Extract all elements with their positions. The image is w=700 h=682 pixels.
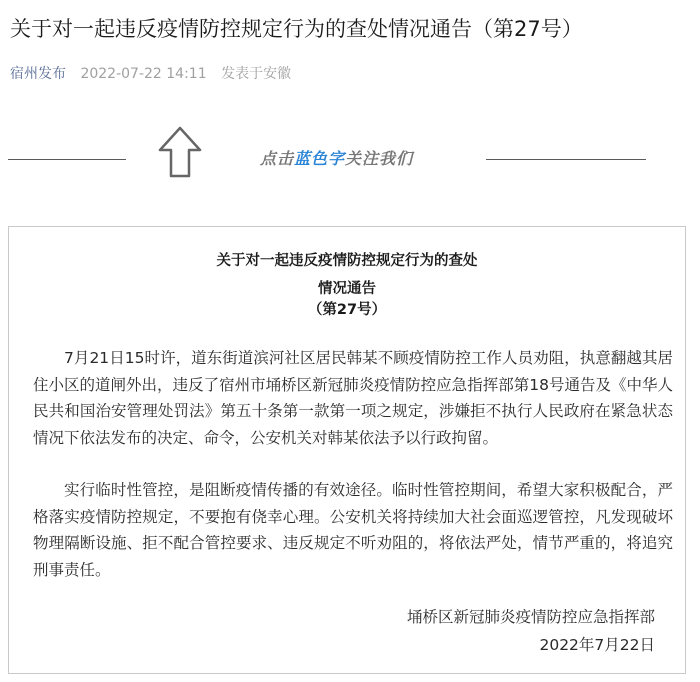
notice-paragraph-1: 7月21日15时许，道东街道滨河社区居民韩某不顾疫情防控工作人员劝阻，执意翻越其居住小区的道闸外出，违反了宿州市埇桥区新冠肺炎疫情防控应急指挥部第18号通告及《中华人民共和国治安管理处罚法》第五十条第一款第一项之规定，涉嫌拒不执行人民政府在紧急状态情况下依法发布的决定、命令，公安机关对韩某依法予以行政拘留。 (33, 349, 673, 447)
notice-box (8, 226, 686, 674)
follow-tagline[interactable] (260, 146, 413, 169)
up-arrow-icon (156, 124, 204, 184)
account-name-link[interactable]: 宿州发布 (10, 66, 66, 82)
article-meta (10, 63, 291, 83)
divider-left (8, 159, 126, 160)
divider-right (486, 159, 646, 160)
issuer-name: 埇桥区新冠肺炎疫情防控应急指挥部 (406, 608, 655, 626)
article-title: 关于对一起违反疫情防控规定行为的查处情况通告（第27号） (10, 17, 583, 41)
tagline-prefix: 点击 (260, 149, 295, 168)
publish-time: 2022-07-22 14:11 (80, 66, 207, 82)
notice-paragraph-2: 实行临时性管控，是阻断疫情传播的有效途径。临时性管控期间，希望大家积极配合，严格落实疫情防控规定，不要抱有侥幸心理。公安机关将持续加大社会面巡逻管控，凡发现破坏物理隔断设施、拒不配合管控要求、违反规定不听劝阻的，将依法严处，情节严重的，将追究刑事责任。 (33, 481, 673, 579)
tagline-highlight: 蓝色字 (294, 149, 346, 168)
issue-date: 2022年7月22日 (539, 636, 655, 654)
publish-location: 发表于安徽 (221, 66, 292, 82)
notice-number: （第27号） (307, 302, 387, 318)
notice-title-line2: 情况通告 (318, 281, 376, 297)
follow-banner (0, 122, 700, 192)
tagline-suffix: 关注我们 (345, 149, 414, 168)
notice-title-line1: 关于对一起违反疫情防控规定行为的查处 (216, 253, 478, 269)
